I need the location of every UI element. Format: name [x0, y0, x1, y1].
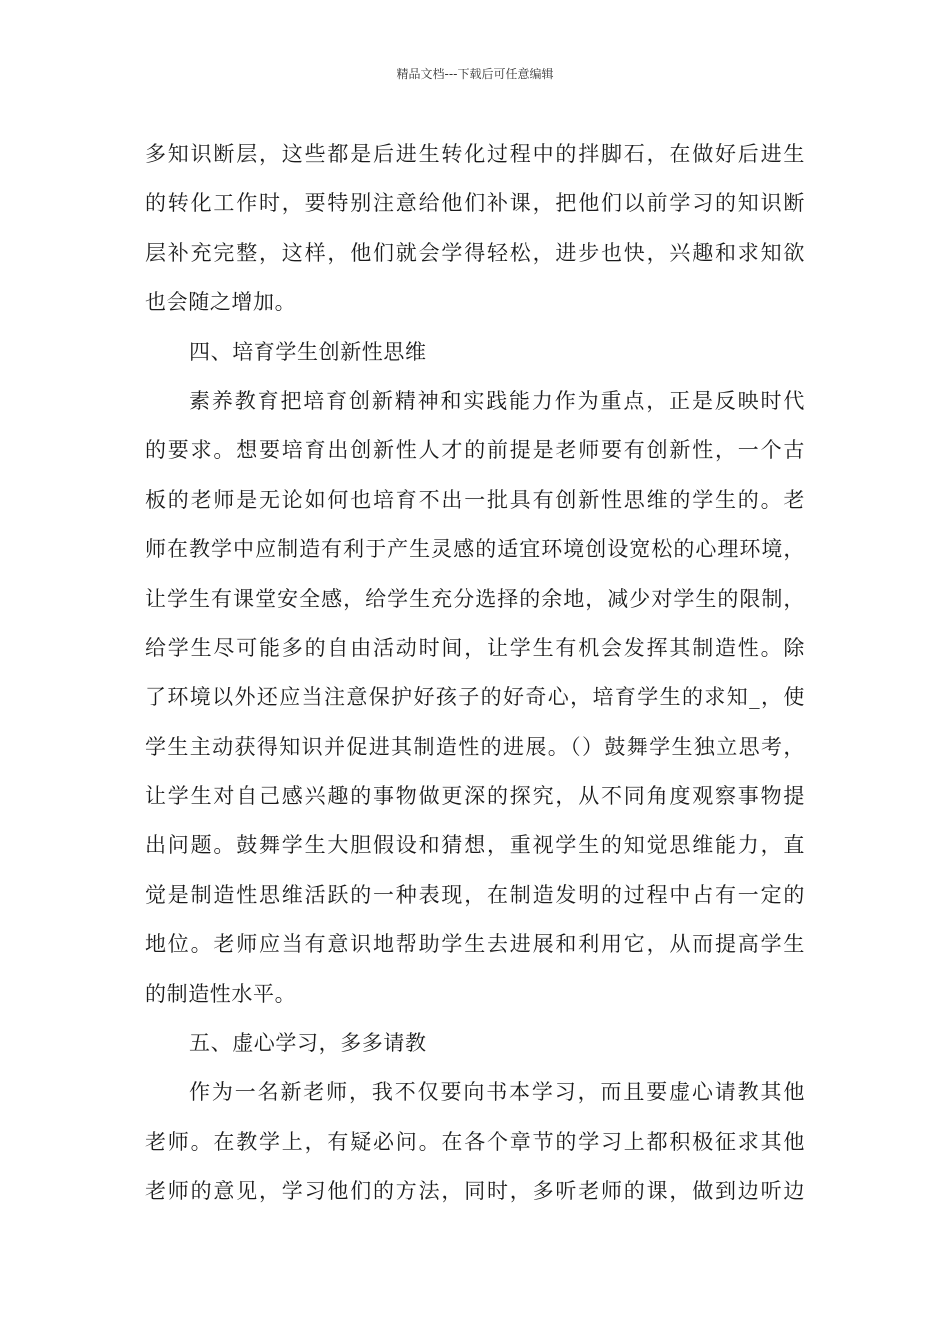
- text-line: 层补充完整，这样，他们就会学得轻松，进步也快，兴趣和求知欲: [145, 240, 805, 265]
- text-line: 让学生对自己感兴趣的事物做更深的探究，从不同角度观察事物提: [145, 784, 805, 809]
- text-line: 学生主动获得知识并促进其制造性的进展。（）鼓舞学生独立思考，: [145, 734, 805, 759]
- text-line: 老师的意见，学习他们的方法，同时，多听老师的课，做到边听边: [145, 1179, 805, 1204]
- text-line: 的要求。想要培育出创新性人才的前提是老师要有创新性，一个古: [145, 438, 805, 463]
- section-heading: 四、培育学生创新性思维: [189, 339, 427, 364]
- text-line: 出问题。鼓舞学生大胆假设和猜想，重视学生的知觉思维能力，直: [145, 833, 805, 858]
- text-line: 的转化工作时，要特别注意给他们补课，把他们以前学习的知识断: [145, 191, 805, 216]
- text-line: 地位。老师应当有意识地帮助学生去进展和利用它，从而提高学生: [145, 932, 805, 957]
- text-line: 让学生有课堂安全感，给学生充分选择的余地，减少对学生的限制，: [145, 586, 805, 611]
- document-body: [145, 130, 805, 1217]
- text-line: 师在教学中应制造有利于产生灵感的适宜环境创设宽松的心理环境，: [145, 537, 805, 562]
- text-line: 也会随之增加。: [145, 290, 297, 315]
- text-line: 老师。在教学上，有疑必问。在各个章节的学习上都积极征求其他: [145, 1129, 805, 1154]
- text-line: 给学生尽可能多的自由活动时间，让学生有机会发挥其制造性。除: [145, 635, 805, 660]
- page-header: 精品文档---下载后可任意编辑: [396, 67, 554, 81]
- text-line: 作为一名新老师，我不仅要向书本学习，而且要虚心请教其他: [189, 1080, 805, 1105]
- text-line: 了环境以外还应当注意保护好孩子的好奇心，培育学生的求知_，使: [145, 685, 805, 710]
- text-line: 觉是制造性思维活跃的一种表现，在制造发明的过程中占有一定的: [145, 882, 805, 907]
- text-line: 的制造性水平。: [145, 981, 297, 1006]
- text-line: 多知识断层，这些都是后进生转化过程中的拌脚石，在做好后进生: [145, 142, 805, 166]
- text-line: 素养教育把培育创新精神和实践能力作为重点，正是反映时代: [189, 388, 805, 413]
- section-heading: 五、虚心学习，多多请教: [189, 1031, 427, 1056]
- text-line: 板的老师是无论如何也培育不出一批具有创新性思维的学生的。老: [145, 487, 805, 512]
